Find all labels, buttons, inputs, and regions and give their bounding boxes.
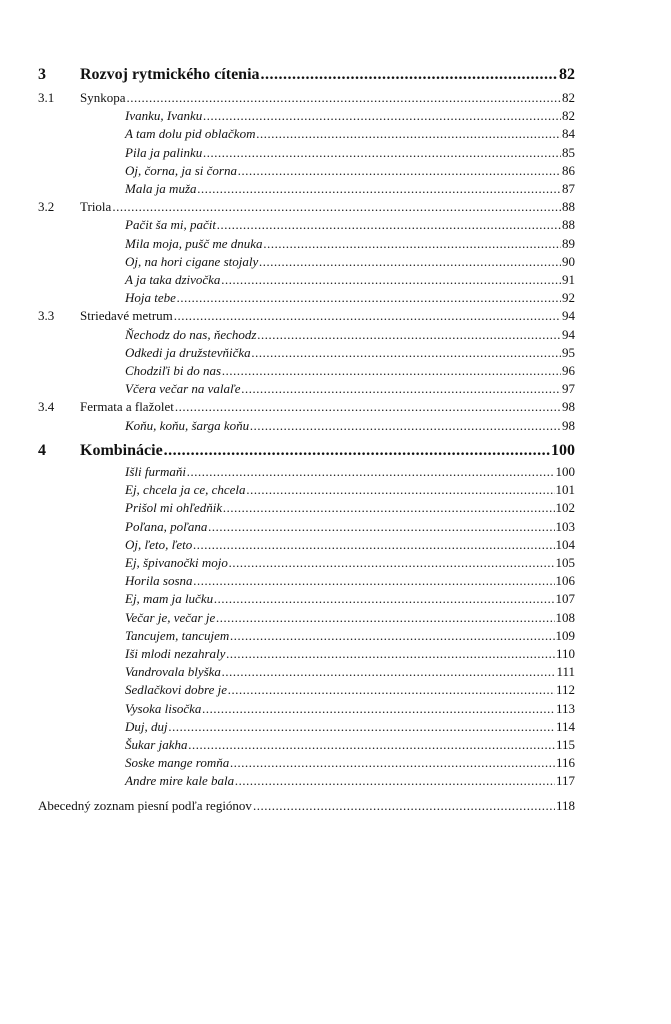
appendix-entry-title: Abecedný zoznam piesní podľa regiónov bbox=[38, 798, 252, 813]
section-heading bbox=[38, 308, 575, 324]
song-entry bbox=[125, 418, 575, 434]
song-entry-title: Ňechodz do nas, ňechodz bbox=[125, 326, 257, 342]
chapter-heading-number: 3 bbox=[38, 66, 46, 83]
song-entry-page-number: 101 bbox=[555, 482, 575, 498]
dot-leader bbox=[222, 363, 561, 379]
song-entry bbox=[125, 345, 575, 361]
song-entry bbox=[125, 737, 575, 753]
song-entry bbox=[125, 555, 575, 571]
song-entry-title: Vysoka lisočka bbox=[125, 700, 202, 716]
dot-leader bbox=[253, 798, 555, 814]
song-entry-page-number: 97 bbox=[562, 381, 575, 397]
song-entry-title: Mala ja muža bbox=[125, 181, 197, 196]
dot-leader bbox=[203, 108, 561, 124]
song-entry bbox=[125, 181, 575, 197]
song-entry-title: Poľana, poľana bbox=[125, 518, 208, 534]
song-entry bbox=[125, 664, 575, 680]
dot-leader bbox=[228, 682, 555, 698]
dot-leader bbox=[247, 482, 555, 498]
dot-leader bbox=[188, 737, 555, 753]
song-entry-title: Oj, čorna, ja si čorna bbox=[125, 162, 237, 178]
song-entry bbox=[125, 646, 575, 662]
song-entry-page-number: 111 bbox=[556, 664, 575, 680]
song-entry-title: A ja taka dzivočka bbox=[125, 272, 221, 287]
song-entry-page-number: 108 bbox=[555, 609, 575, 625]
song-entry bbox=[125, 628, 575, 644]
song-entry-page-number: 113 bbox=[555, 700, 575, 716]
song-entry-title: Oj, na hori cigane stojaly bbox=[125, 253, 259, 269]
dot-leader bbox=[175, 399, 561, 415]
song-entry-title: Hoja tebe bbox=[125, 290, 176, 306]
chapter-heading-page-number: 100 bbox=[551, 442, 575, 459]
song-entry-title: Horila sosna bbox=[125, 573, 193, 589]
song-entry-title: Pačit ša mi, pačit bbox=[125, 217, 216, 233]
song-entry-page-number: 85 bbox=[562, 144, 575, 160]
song-entry-title: Tancujem, tancujem bbox=[125, 627, 230, 643]
section-heading-page-number: 88 bbox=[562, 199, 575, 215]
song-entry-title: Vandrovala blyška bbox=[125, 664, 221, 680]
song-entry-page-number: 87 bbox=[562, 181, 575, 196]
song-entry-page-number: 88 bbox=[562, 217, 575, 233]
song-entry-page-number: 100 bbox=[555, 464, 575, 479]
section-heading-number: 3.3 bbox=[38, 308, 55, 324]
song-entry-title: Koňu, koňu, šarga koňu bbox=[125, 417, 250, 433]
dot-leader bbox=[169, 719, 555, 735]
section-heading bbox=[38, 90, 575, 106]
section-heading-number: 3.1 bbox=[38, 90, 55, 105]
song-entry-title: Ivanku, Ivanku bbox=[125, 108, 203, 124]
dot-leader bbox=[193, 537, 554, 553]
section-heading-number: 3.4 bbox=[38, 399, 55, 415]
song-entry-title: Večar je, večar je bbox=[125, 609, 216, 625]
song-entry-page-number: 90 bbox=[562, 253, 575, 269]
dot-leader bbox=[235, 773, 555, 789]
song-entry bbox=[125, 272, 575, 288]
section-heading bbox=[38, 399, 575, 415]
dot-leader bbox=[202, 701, 555, 717]
dot-leader bbox=[187, 464, 554, 480]
song-entry bbox=[125, 701, 575, 717]
song-entry-title: Andre mire kale bala bbox=[125, 773, 235, 789]
song-entry-title: Ej, chcela ja ce, chcela bbox=[125, 482, 246, 498]
song-entry bbox=[125, 591, 575, 607]
section-heading-page-number: 94 bbox=[562, 308, 575, 324]
section-heading-title: Triola bbox=[80, 199, 112, 215]
song-entry bbox=[125, 482, 575, 498]
song-entry-page-number: 117 bbox=[555, 773, 575, 789]
song-entry-page-number: 106 bbox=[555, 573, 575, 589]
song-entry-title: Mila moja, pušč me dnuka bbox=[125, 235, 263, 251]
dot-leader bbox=[221, 272, 561, 288]
song-entry-page-number: 89 bbox=[562, 235, 575, 251]
section-heading-title: Fermata a flažolet bbox=[80, 399, 174, 415]
song-entry bbox=[125, 108, 575, 124]
dot-leader bbox=[250, 418, 561, 434]
song-entry bbox=[125, 381, 575, 397]
song-entry bbox=[125, 145, 575, 161]
dot-leader bbox=[238, 163, 561, 179]
song-entry-title: Oj, ľeto, ľeto bbox=[125, 536, 193, 552]
song-entry-title: Chodziľi bi do nas bbox=[125, 363, 222, 378]
song-entry-title: Sedlačkovi dobre je bbox=[125, 682, 228, 698]
dot-leader bbox=[259, 254, 561, 270]
appendix-entry bbox=[38, 798, 575, 814]
song-entry bbox=[125, 719, 575, 735]
song-entry-page-number: 84 bbox=[562, 126, 575, 142]
dot-leader bbox=[112, 199, 561, 215]
song-entry-page-number: 104 bbox=[555, 536, 575, 552]
song-entry bbox=[125, 363, 575, 379]
song-entry-page-number: 116 bbox=[555, 755, 575, 771]
song-entry bbox=[125, 254, 575, 270]
song-entry-title: Duj, duj bbox=[125, 718, 168, 734]
song-entry-page-number: 95 bbox=[562, 344, 575, 360]
song-entry-page-number: 107 bbox=[555, 591, 575, 607]
song-entry-title: Prišol mi ohľedňik bbox=[125, 500, 223, 516]
dot-leader bbox=[127, 90, 562, 106]
song-entry-page-number: 82 bbox=[562, 108, 575, 124]
section-heading-number: 3.2 bbox=[38, 199, 55, 215]
dot-leader bbox=[164, 442, 550, 460]
song-entry bbox=[125, 236, 575, 252]
song-entry bbox=[125, 610, 575, 626]
song-entry bbox=[125, 682, 575, 698]
song-entry-page-number: 114 bbox=[555, 718, 575, 734]
song-entry bbox=[125, 519, 575, 535]
song-entry-title: Šukar jakha bbox=[125, 737, 188, 752]
song-entry-title: A tam dolu pid oblačkom bbox=[125, 126, 256, 142]
song-entry-page-number: 98 bbox=[562, 417, 575, 433]
chapter-heading-page-number: 82 bbox=[559, 66, 575, 83]
dot-leader bbox=[229, 555, 555, 571]
song-entry-page-number: 86 bbox=[562, 162, 575, 178]
song-entry-page-number: 103 bbox=[555, 518, 575, 534]
section-heading-title: Striedavé metrum bbox=[80, 308, 173, 324]
chapter-heading-number: 4 bbox=[38, 442, 46, 459]
dot-leader bbox=[174, 308, 561, 324]
song-entry-page-number: 112 bbox=[555, 682, 575, 698]
section-heading bbox=[38, 199, 575, 215]
song-entry bbox=[125, 500, 575, 516]
dot-leader bbox=[222, 664, 556, 680]
section-heading-page-number: 82 bbox=[562, 90, 575, 105]
dot-leader bbox=[203, 145, 561, 161]
chapter-heading-title: Kombinácie bbox=[80, 442, 163, 459]
section-heading-title: Synkopa bbox=[80, 90, 126, 105]
song-entry-title: Ej, špivanočki mojo bbox=[125, 555, 228, 570]
song-entry-page-number: 94 bbox=[562, 326, 575, 342]
song-entry bbox=[125, 290, 575, 306]
dot-leader bbox=[256, 126, 561, 142]
chapter-heading-title: Rozvoj rytmického cítenia bbox=[80, 66, 260, 83]
song-entry-page-number: 96 bbox=[562, 363, 575, 378]
dot-leader bbox=[230, 628, 554, 644]
dot-leader bbox=[257, 327, 561, 343]
dot-leader bbox=[198, 181, 562, 197]
song-entry bbox=[125, 464, 575, 480]
dot-leader bbox=[216, 610, 554, 626]
chapter-heading bbox=[38, 66, 575, 84]
dot-leader bbox=[264, 236, 561, 252]
dot-leader bbox=[223, 500, 554, 516]
song-entry-title: Pila ja palinku bbox=[125, 144, 203, 160]
song-entry-title: Včera večar na valaľe bbox=[125, 381, 241, 397]
dot-leader bbox=[208, 519, 554, 535]
dot-leader bbox=[230, 755, 555, 771]
song-entry-page-number: 91 bbox=[562, 272, 575, 287]
song-entry-page-number: 92 bbox=[562, 290, 575, 306]
song-entry bbox=[125, 537, 575, 553]
dot-leader bbox=[217, 217, 561, 233]
song-entry-page-number: 105 bbox=[555, 555, 575, 570]
song-entry-page-number: 109 bbox=[555, 627, 575, 643]
section-heading-page-number: 98 bbox=[562, 399, 575, 415]
dot-leader bbox=[226, 646, 555, 662]
song-entry-title: Ej, mam ja lučku bbox=[125, 591, 214, 607]
dot-leader bbox=[194, 573, 555, 589]
song-entry-page-number: 102 bbox=[555, 500, 575, 516]
dot-leader bbox=[252, 345, 561, 361]
song-entry bbox=[125, 217, 575, 233]
song-entry bbox=[125, 327, 575, 343]
song-entry-title: Soske mange romňa bbox=[125, 755, 230, 771]
dot-leader bbox=[214, 591, 554, 607]
song-entry bbox=[125, 163, 575, 179]
song-entry-title: Iši mlodi nezahraly bbox=[125, 646, 226, 661]
dot-leader bbox=[261, 66, 558, 84]
song-entry bbox=[125, 755, 575, 771]
song-entry-page-number: 115 bbox=[555, 737, 575, 752]
song-entry-page-number: 110 bbox=[555, 646, 575, 661]
song-entry-title: Išli furmaňi bbox=[125, 464, 187, 479]
dot-leader bbox=[177, 290, 561, 306]
dot-leader bbox=[242, 381, 561, 397]
song-entry-title: Odkedi ja družstevňička bbox=[125, 344, 251, 360]
appendix-entry-page-number: 118 bbox=[555, 798, 575, 813]
song-entry bbox=[125, 573, 575, 589]
chapter-heading bbox=[38, 442, 575, 460]
song-entry bbox=[125, 126, 575, 142]
song-entry bbox=[125, 773, 575, 789]
